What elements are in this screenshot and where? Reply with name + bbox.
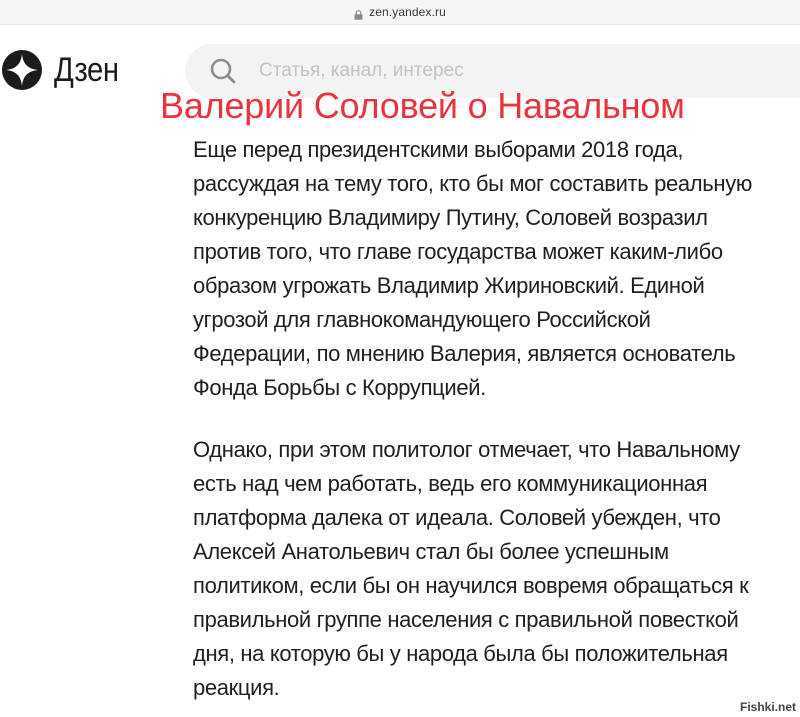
- paragraph-line: конкуренцию Владимиру Путину, Соловей возразил: [193, 205, 708, 230]
- paragraph-line: правильной группе населения с правильной повесткой: [193, 607, 739, 632]
- article-body: [193, 133, 793, 705]
- paragraph-line: образом угрожать Владимир Жириновский. Единой: [193, 273, 705, 298]
- dzen-logo[interactable]: [2, 50, 129, 90]
- paragraph-line: Еще перед президентскими выборами 2018 года,: [193, 137, 684, 162]
- paragraph-line: политиком, если бы он научился вовремя обращаться к: [193, 573, 749, 598]
- paragraph-line: есть над чем работать, ведь его коммуникационная: [193, 471, 708, 496]
- logo-text: Дзен: [54, 51, 119, 89]
- lock-icon: [354, 7, 363, 17]
- paragraph-line: против того, что главе государства может каким-либо: [193, 239, 723, 264]
- article-paragraph: [193, 433, 793, 705]
- overlay-title: Валерий Соловей о Навальном: [160, 85, 685, 126]
- watermark: Fishki.net: [739, 700, 796, 714]
- browser-url-bar[interactable]: [0, 0, 800, 25]
- paragraph-line: Фонда Борьбы с Коррупцией.: [193, 375, 486, 400]
- paragraph-line: Федерации, по мнению Валерия, является основатель: [193, 341, 736, 366]
- dzen-logo-icon: [2, 50, 42, 90]
- paragraph-line: Алексей Анатольевич стал бы более успешным: [193, 539, 669, 564]
- search-input[interactable]: [259, 60, 689, 82]
- paragraph-line: платформа далека от идеала. Соловей убежден, что: [193, 505, 721, 530]
- paragraph-line: реакция.: [193, 675, 280, 700]
- article-paragraph: [193, 133, 793, 405]
- url-text: zen.yandex.ru: [369, 5, 446, 19]
- paragraph-line: угрозой для главнокомандующего Российской: [193, 307, 651, 332]
- paragraph-line: рассуждая на тему того, кто бы мог составить реальную: [193, 171, 752, 196]
- paragraph-line: дня, на которую бы у народа была бы положительная: [193, 641, 728, 666]
- search-icon[interactable]: [209, 57, 237, 85]
- paragraph-line: Однако, при этом политолог отмечает, что Навальному: [193, 437, 740, 462]
